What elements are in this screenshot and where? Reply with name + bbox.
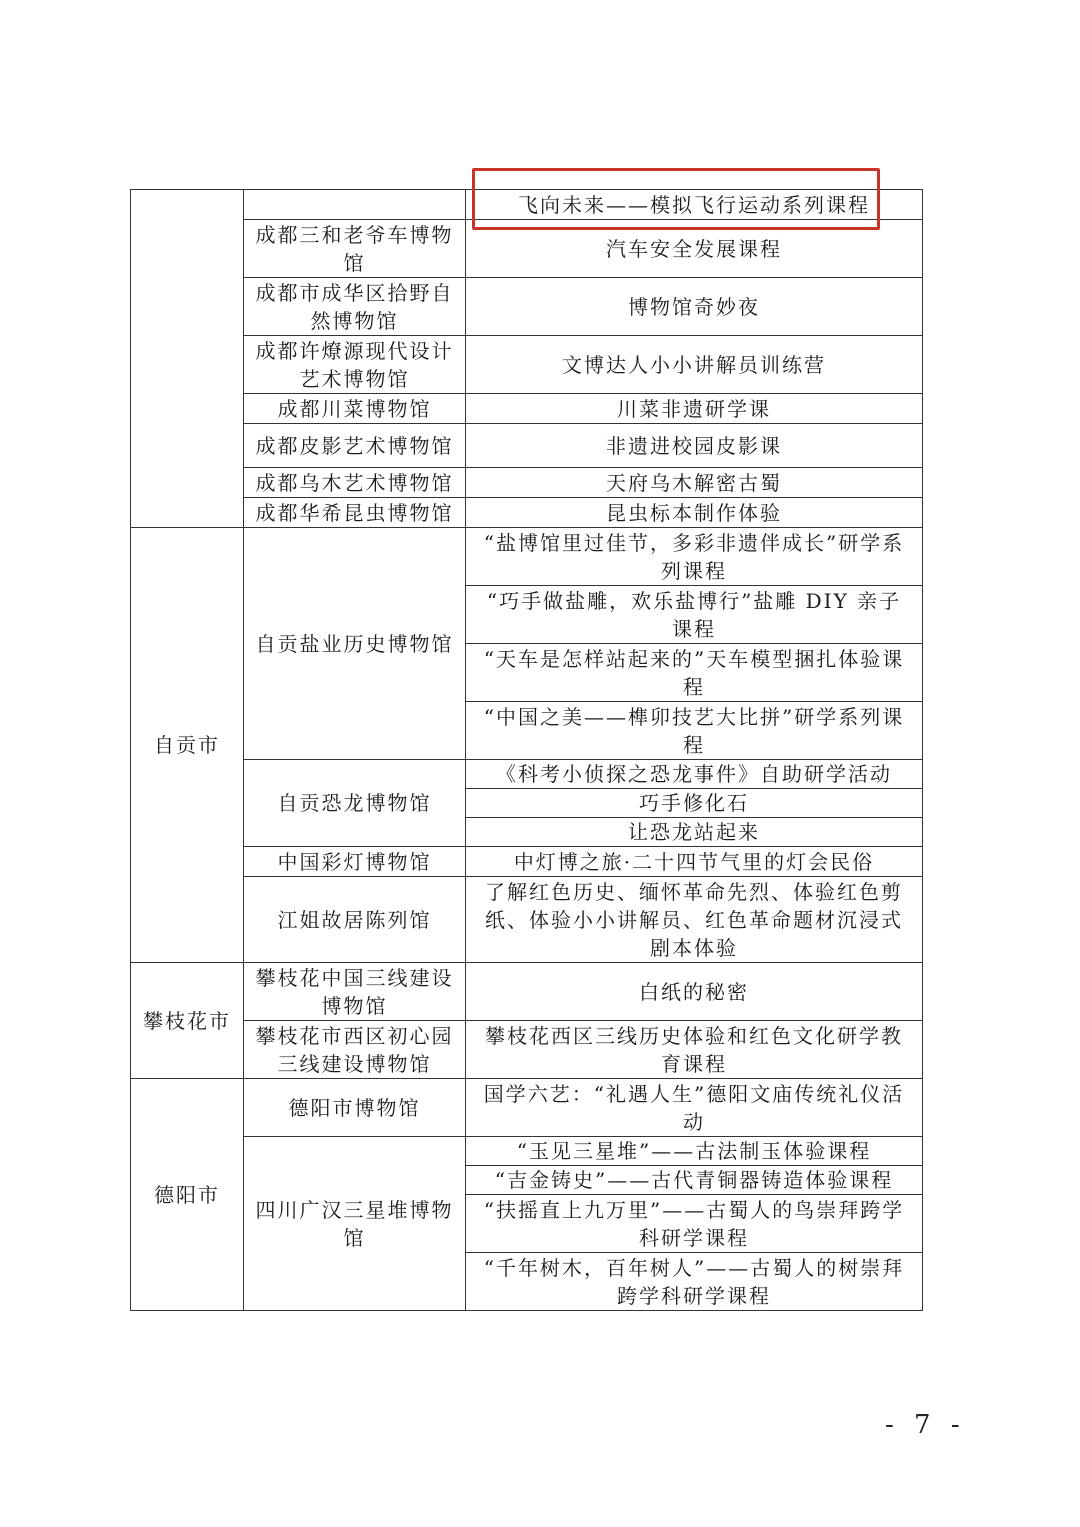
museum-cell (244, 190, 466, 220)
table-row (131, 847, 923, 877)
course-cell: 国学六艺：“礼遇人生”德阳文庙传统礼仪活动 (466, 1079, 923, 1137)
museum-cell: 成都皮影艺术博物馆 (244, 424, 466, 468)
course-cell: “巧手做盐雕，欢乐盐博行”盐雕 DIY 亲子课程 (466, 586, 923, 644)
museum-cell: 成都许燎源现代设计艺术博物馆 (244, 336, 466, 394)
table-row (131, 963, 923, 1021)
course-cell: 了解红色历史、缅怀革命先烈、体验红色剪纸、体验小小讲解员、红色革命题材沉浸式剧本体验 (466, 877, 923, 963)
course-cell: “吉金铸史”——古代青铜器铸造体验课程 (466, 1166, 923, 1195)
museum-cell: 自贡盐业历史博物馆 (244, 528, 466, 760)
museum-cell: 成都川菜博物馆 (244, 394, 466, 424)
museum-cell: 成都乌木艺术博物馆 (244, 468, 466, 498)
course-cell: 昆虫标本制作体验 (466, 498, 923, 528)
highlight-annotation-box (472, 168, 880, 230)
museum-cell: 自贡恐龙博物馆 (244, 760, 466, 847)
museum-cell: 四川广汉三星堆博物馆 (244, 1137, 466, 1311)
museum-cell: 成都华希昆虫博物馆 (244, 498, 466, 528)
table-row (131, 278, 923, 336)
museum-cell: 成都市成华区拾野自然博物馆 (244, 278, 466, 336)
table-row (131, 877, 923, 963)
table-row (131, 1137, 923, 1166)
city-cell: 自贡市 (131, 528, 244, 963)
table-row (131, 498, 923, 528)
course-cell: 天府乌木解密古蜀 (466, 468, 923, 498)
table-row (131, 528, 923, 586)
table-row (131, 336, 923, 394)
course-cell: 川菜非遗研学课 (466, 394, 923, 424)
course-cell: 巧手修化石 (466, 789, 923, 818)
table-row (131, 1021, 923, 1079)
city-cell: 德阳市 (131, 1079, 244, 1311)
course-cell: “天车是怎样站起来的”天车模型捆扎体验课程 (466, 644, 923, 702)
course-cell: 《科考小侦探之恐龙事件》自助研学活动 (466, 760, 923, 789)
museum-cell: 攀枝花中国三线建设博物馆 (244, 963, 466, 1021)
museum-cell: 江姐故居陈列馆 (244, 877, 466, 963)
course-cell: 汽车安全发展课程 (466, 220, 923, 278)
city-cell: 攀枝花市 (131, 963, 244, 1079)
course-cell: “千年树木，百年树人”——古蜀人的树崇拜跨学科研学课程 (466, 1253, 923, 1311)
course-cell: 文博达人小小讲解员训练营 (466, 336, 923, 394)
course-cell: 白纸的秘密 (466, 963, 923, 1021)
museum-cell: 中国彩灯博物馆 (244, 847, 466, 877)
table-row (131, 468, 923, 498)
course-cell: “扶摇直上九万里”——古蜀人的鸟崇拜跨学科研学课程 (466, 1195, 923, 1253)
course-cell: “玉见三星堆”——古法制玉体验课程 (466, 1137, 923, 1166)
course-cell: “中国之美——榫卯技艺大比拼”研学系列课程 (466, 702, 923, 760)
page-number: - 7 - (885, 1410, 966, 1440)
course-cell: “盐博馆里过佳节，多彩非遗伴成长”研学系列课程 (466, 528, 923, 586)
course-cell: 攀枝花西区三线历史体验和红色文化研学教育课程 (466, 1021, 923, 1079)
course-cell-highlighted: 飞向未来——模拟飞行运动系列课程 (466, 190, 923, 220)
course-cell: 博物馆奇妙夜 (466, 278, 923, 336)
museum-cell: 德阳市博物馆 (244, 1079, 466, 1137)
city-cell (131, 190, 244, 528)
table-row (131, 424, 923, 468)
course-cell: 让恐龙站起来 (466, 818, 923, 847)
course-cell: 非遗进校园皮影课 (466, 424, 923, 468)
museum-course-table (130, 189, 923, 1311)
table-row (131, 1079, 923, 1137)
table-row (131, 760, 923, 789)
table-row (131, 394, 923, 424)
museum-cell: 攀枝花市西区初心园三线建设博物馆 (244, 1021, 466, 1079)
museum-cell: 成都三和老爷车博物馆 (244, 220, 466, 278)
course-cell: 中灯博之旅·二十四节气里的灯会民俗 (466, 847, 923, 877)
